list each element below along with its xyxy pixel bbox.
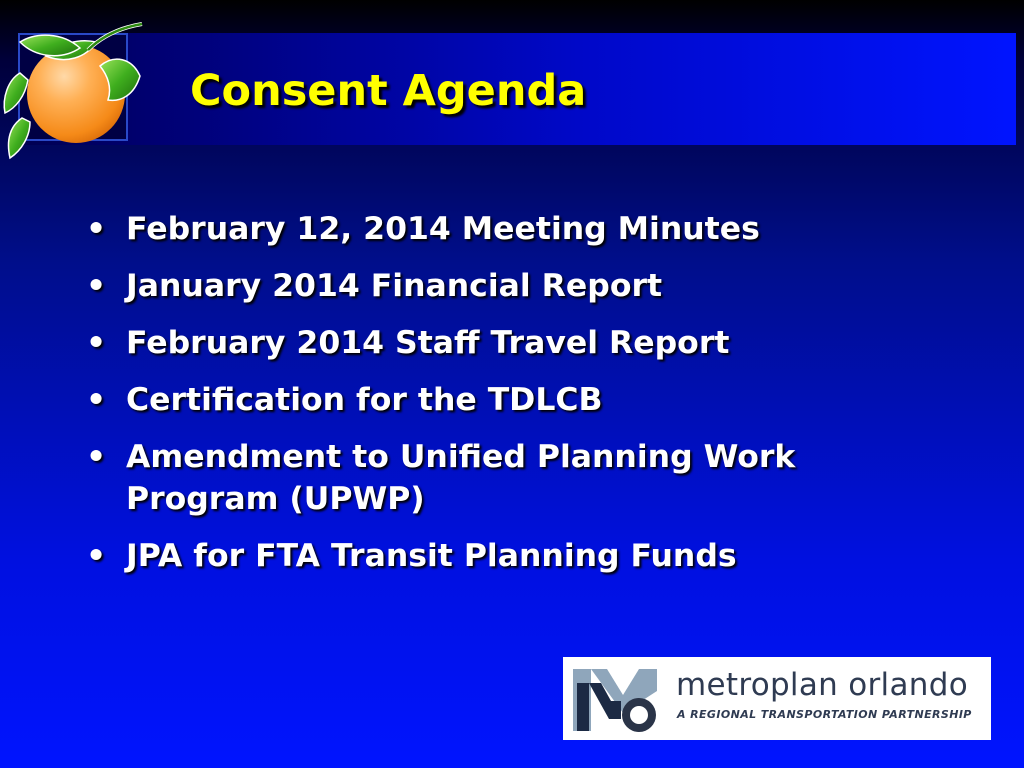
slide-title: Consent Agenda bbox=[190, 66, 587, 116]
agenda-item-financial-report: • January 2014 Financial Report bbox=[86, 265, 906, 307]
agenda-item-staff-travel-report: • February 2014 Staff Travel Report bbox=[86, 322, 906, 364]
agenda-item-upwp-amendment: • Amendment to Unified Planning Work Program (UPWP) bbox=[86, 436, 906, 520]
agenda-item-meeting-minutes: • February 12, 2014 Meeting Minutes bbox=[86, 208, 906, 250]
logo-tagline: A REGIONAL TRANSPORTATION PARTNERSHIP bbox=[677, 708, 972, 721]
agenda-item-tdlcb-certification: • Certification for the TDLCB bbox=[86, 379, 906, 421]
metroplan-orlando-logo bbox=[563, 657, 991, 740]
metroplan-mo-icon bbox=[569, 661, 665, 737]
orange-fruit-icon bbox=[0, 18, 150, 163]
agenda-item-jpa-fta-funds: • JPA for FTA Transit Planning Funds bbox=[86, 535, 906, 577]
logo-name: metroplan orlando bbox=[676, 667, 968, 703]
agenda-list bbox=[86, 208, 906, 592]
